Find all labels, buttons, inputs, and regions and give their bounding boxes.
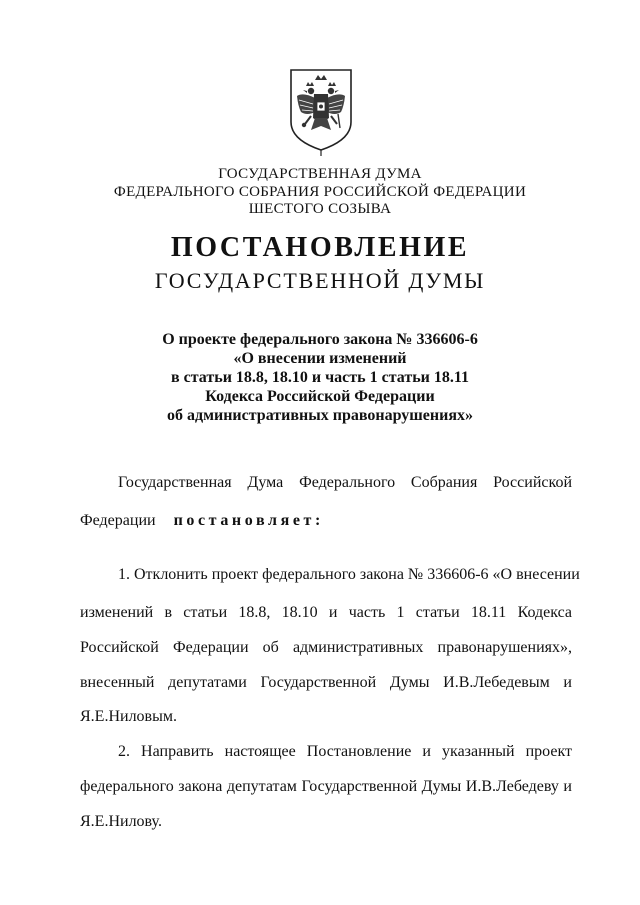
- item-1-line-2: изменений в статьи 18.8, 18.10 и часть 1 статьи 18.11 Кодекса: [80, 604, 572, 621]
- subject-line-2: «О внесении изменений: [233, 350, 407, 367]
- item-1-line-4: внесенный депутатами Государственной Думы И.В.Лебедевым и: [80, 674, 572, 691]
- subject-line-1: О проекте федерального закона № 336606-6: [162, 331, 478, 348]
- item-1-line-5: Я.Е.Ниловым.: [80, 708, 177, 725]
- item-1-line-3: Российской Федерации об административных правонарушениях»,: [80, 639, 572, 656]
- item-2-line-3: Я.Е.Нилову.: [80, 813, 162, 830]
- item-2-line-2: федерального закона депутатам Государственной Думы И.В.Лебедеву и: [80, 778, 572, 795]
- preamble-line-1: Государственная Дума Федерального Собрания Российской: [118, 474, 572, 491]
- document-type-title: ПОСТАНОВЛЕНИЕ: [170, 232, 470, 263]
- subject-line-4: Кодекса Российской Федерации: [205, 388, 435, 405]
- resolves-word: постановляет:: [173, 512, 324, 529]
- preamble-country: Федерации: [80, 512, 156, 529]
- org-name-line-2: ФЕДЕРАЛЬНОГО СОБРАНИЯ РОССИЙСКОЙ ФЕДЕРАЦИИ: [113, 184, 527, 200]
- item-2-line-1: 2. Направить настоящее Постановление и указанный проект: [118, 743, 572, 760]
- document-issuer-title: ГОСУДАРСТВЕННОЙ ДУМЫ: [154, 268, 486, 293]
- subject-line-5: об административных правонарушениях»: [167, 407, 473, 424]
- convocation-line: ШЕСТОГО СОЗЫВА: [248, 201, 392, 217]
- coat-of-arms-icon: [285, 66, 357, 158]
- preamble-line-2: [80, 511, 572, 531]
- subject-line-3: в статьи 18.8, 18.10 и часть 1 статьи 18.11: [171, 369, 469, 386]
- org-name-line-1: ГОСУДАРСТВЕННАЯ ДУМА: [218, 166, 422, 182]
- item-1-line-1: 1. Отклонить проект федерального закона № 336606-6 «О внесении: [118, 566, 580, 583]
